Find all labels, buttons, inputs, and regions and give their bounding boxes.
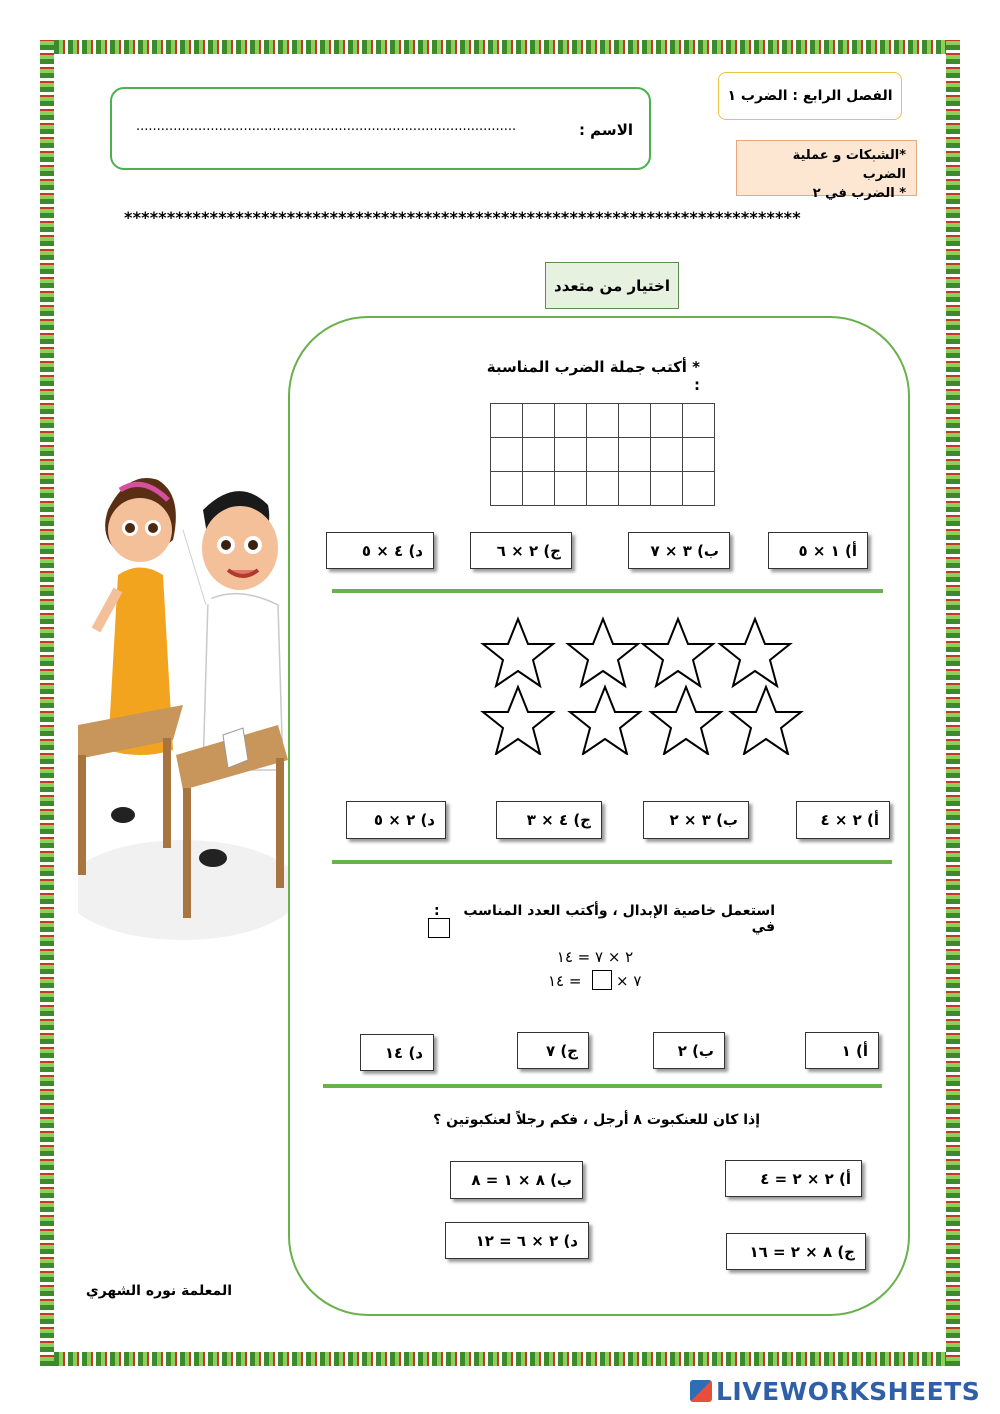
q4-option-d[interactable]: د) ٢ × ٦ = ١٢: [445, 1222, 589, 1259]
divider-3: [323, 1084, 882, 1088]
brand-name: LIVEWORKSHEETS: [716, 1376, 981, 1406]
star-icon: [483, 619, 553, 686]
name-dots[interactable]: ............................................................................................: [136, 119, 517, 134]
q1-option-d[interactable]: د) ٤ × ٥: [326, 532, 434, 569]
star-icon: [731, 687, 801, 754]
q4-option-b[interactable]: ب) ٨ × ١ = ٨: [450, 1161, 583, 1199]
star-icon: [568, 619, 638, 686]
divider-1: [332, 589, 883, 593]
stars-divider: *******************************************************************************: [124, 208, 801, 227]
q3-equation-1: ٢ × ٧ = ١٤: [556, 948, 634, 966]
section-title: اختيار من متعدد: [554, 276, 670, 295]
name-box: [110, 87, 651, 170]
q2-option-a[interactable]: أ) ٢ × ٤: [796, 801, 890, 839]
girl-arm: [96, 590, 118, 630]
q3-option-b[interactable]: ب) ٢: [653, 1032, 725, 1069]
star-icon: [570, 687, 640, 754]
q2-option-d[interactable]: د) ٢ × ٥: [346, 801, 446, 839]
boy-shoe: [199, 849, 227, 867]
chapter-title: الفصل الرابع : الضرب ١: [727, 88, 893, 104]
q3-eq2-right: = ١٤: [548, 972, 582, 990]
q3-eq2-left: ٧ ×: [616, 972, 642, 990]
q2-option-b[interactable]: ب) ٣ × ٢: [643, 801, 749, 839]
liveworksheets-logo[interactable]: [690, 1375, 990, 1407]
chapter-title-box: [718, 72, 902, 120]
q3-prompt-colon: :: [434, 903, 440, 919]
q3-option-d[interactable]: د) ١٤: [360, 1034, 434, 1071]
divider-2: [332, 860, 892, 864]
topic-box: [736, 140, 917, 201]
girl-face: [108, 498, 172, 562]
girl-shoe: [111, 807, 135, 823]
q1-option-b[interactable]: ب) ٣ × ٧: [628, 532, 730, 569]
name-label: الاسم :: [578, 121, 633, 139]
topic-line-2: * الضرب في ٢: [812, 186, 906, 201]
q3-prompt: استعمل خاصية الإبدال ، وأكتب العدد المناسب في: [463, 903, 775, 935]
border-top: [40, 40, 960, 54]
q3-equation-2: [540, 970, 650, 992]
border-bottom: [40, 1352, 960, 1366]
star-icon: [643, 619, 713, 686]
star-icon: [483, 687, 553, 754]
border-left: [40, 40, 54, 1366]
topic-line-1: *الشبكات و عملية الضرب: [792, 148, 906, 182]
q3-prompt-box: [428, 918, 450, 938]
q4-prompt: إذا كان للعنكبوت ٨ أرجل ، فكم رجلاً لعنكبوتين ؟: [433, 1112, 760, 1128]
q1-array-grid: [490, 403, 715, 506]
teacher-name: المعلمة نوره الشهري: [85, 1283, 232, 1299]
border-right: [946, 40, 960, 1366]
q1-prompt: * أكتب جملة الضرب المناسبة :: [486, 358, 700, 394]
q2-option-c[interactable]: ج) ٤ × ٣: [496, 801, 602, 839]
paper: [223, 728, 248, 768]
section-title-box: [545, 262, 679, 309]
q2-stars: [470, 615, 810, 755]
q4-option-a[interactable]: أ) ٢ × ٢ = ٤: [725, 1160, 862, 1197]
kids-illustration: [78, 470, 293, 942]
q3-option-a[interactable]: أ) ١: [805, 1032, 879, 1069]
star-icon: [720, 619, 790, 686]
q3-option-c[interactable]: ج) ٧: [517, 1032, 589, 1069]
q4-option-c[interactable]: ج) ٨ × ٢ = ١٦: [726, 1233, 866, 1270]
star-icon: [651, 687, 721, 754]
q1-option-a[interactable]: أ) ١ × ٥: [768, 532, 868, 569]
logo-icon: [690, 1380, 712, 1402]
q3-answer-box[interactable]: [592, 970, 612, 990]
q1-option-c[interactable]: ج) ٢ × ٦: [470, 532, 572, 569]
